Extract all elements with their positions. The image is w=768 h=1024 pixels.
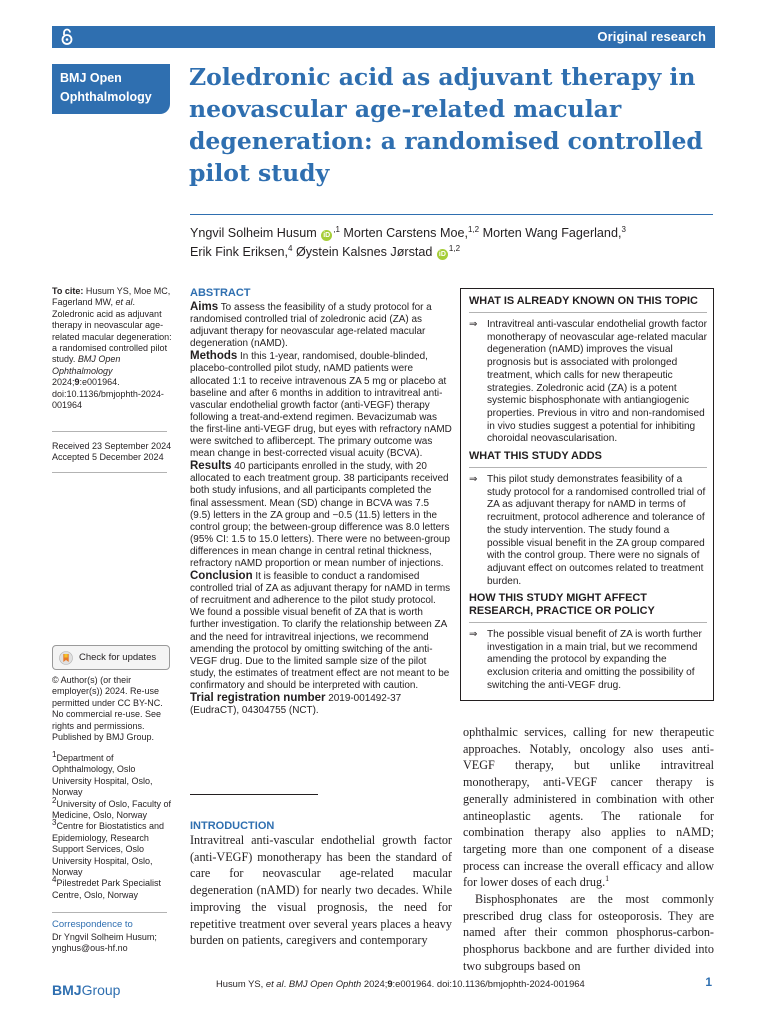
body-paragraph: Bisphosphonates are the most commonly prescribed drug class for osteoporosis. They are named after their common phosphorus-carbon-phosphorus backbone and are further divided into two subgroups based on [463,892,714,973]
footer-citation: Husum YS, et al. BMJ Open Ophth 2024;9:e001964. doi:10.1136/bmjophth-2024-001964 [216,978,585,989]
introduction-heading: INTRODUCTION [190,820,275,832]
cite-doi[interactable]: :e001964. doi:10.1136/bmjophth-2024-001964 [52,377,164,411]
orcid-icon[interactable]: iD [323,232,331,239]
affiliation-item: $^2$University of Oslo, Faculty of Medicine, Oslo, Norway [52,795,171,821]
key-message-heading: WHAT IS ALREADY KNOWN ON THIS TOPIC [469,295,707,313]
methods-text: In this 1-year, randomised, double-blinded, placebo-controlled pilot study, nAMD patients were allocated 1:1 to receive intravenous ZA 5 mg or placebo at baseline and after 6 months in addition to intravitreal anti-vascular endothelial growth factor (anti-VEGF) therapy following a treat-and-extend regimen. Bevacizumab was the first-line anti-VEGF drug, but eyes with refractory nAMD were switched to aflibercept. The primary outcome was mean change in best-corrected visual acuity (BCVA). [190,351,452,460]
orcid-icon[interactable]: iD [438,251,446,258]
check-for-updates-button[interactable] [52,645,170,670]
bmj-group-logo[interactable]: BMJGroup [52,982,121,998]
correspondence-block [52,932,174,955]
bookmark-ribbon-icon [59,651,73,665]
author-name[interactable]: Yngvil Solheim Husum [190,226,317,240]
abstract-body [190,301,452,717]
cite-label: To cite: [52,286,84,296]
cite-volume: 9 [74,377,80,388]
journal-logo[interactable] [52,64,170,114]
dates-block [52,441,174,464]
cite-journal: BMJ Open Ophthalmology [52,354,121,376]
citation-block [52,286,174,411]
cite-text: . Zoledronic acid as adjuvant therapy in neovascular age-related macular degeneration: a randomised controlled pilot study. [52,297,172,365]
author-affiliation-sup: 1,2 [448,243,461,253]
author-list: Yngvil Solheim Husum $iD^{,1}$ Morten Carstens Moe,$^{1,2}$ Morten Wang Fagerland,$^3$ Erik Fink Eriksen,$^4$ Øystein Kalsnes Jørstad iD$^{1,2}$ [190,224,626,259]
sidebar-divider [52,472,167,473]
arrow-right-icon: ⇒ [469,319,478,330]
body-text-column-1: Intravitreal anti-vascular endothelial growth factor (anti-VEGF) monotherapy has been the standard of care for neovascular age-related macular degeneration (nAMD) for nearly two decades. While improving the visual prognosis, the need for repetitive treatment over several years places a heavy burden on patients, caregivers and contemporary [190,833,452,948]
abstract-divider [190,794,318,795]
copyright-notice: © Author(s) (or their employer(s)) 2024. Re-use permitted under CC BY-NC. No commercial re-use. See rights and permissions. Published by BMJ Group. [52,675,163,743]
key-message-heading: WHAT THIS STUDY ADDS [469,450,707,468]
key-message-section [469,450,707,588]
affiliation-item: $^1$Department of Ophthalmology, Oslo University Hospital, Oslo, Norway [52,750,153,798]
key-messages-box [460,288,714,701]
check-for-updates-label: Check for updates [79,652,157,663]
trial-registration-text: 2019-001492-37 (EudraCT), 04304755 (NCT). [190,693,402,717]
open-access-icon [56,26,78,48]
journal-name-line2: Ophthalmology [60,90,152,104]
cite-text: Husum YS, Moe MC, Fagerland MW, [52,286,171,308]
author-affiliation-sup: 4 [287,243,293,253]
trial-registration-heading: Trial registration number [190,692,326,704]
body-paragraph: ophthalmic services, calling for new therapeutic approaches. Notably, oncology also uses anti-VEGF therapy, but unlike intravitreal monotherapy, anti-VEGF cancer therapy is generally administered in combination with other antineoplastic agents. The rationale for combination therapy also applies to nAMD; targeting more than one component of a disease process can increase the overall efficacy and allow for lower doses of each drug. [463,725,714,890]
methods-heading: Methods [190,350,238,363]
author-name[interactable]: Erik Fink Eriksen, [190,245,288,259]
author-name[interactable]: Morten Carstens Moe, [343,226,468,240]
key-message-text: The possible visual benefit of ZA is worth further investigation in a main trial, but we recommend amending the protocol by expanding the exclusion criteria and omitting the possibility of switching the anti-VEGF drug. [487,629,702,691]
article-title: Zoledronic acid as adjuvant therapy in neovascular age-related macular degeneration: a randomised controlled pilot study [189,63,703,187]
author-affiliation-sup: 3 [621,224,626,234]
page-number: 1 [705,975,712,989]
author-name[interactable]: Øystein Kalsnes Jørstad [295,245,433,259]
key-message-section [469,592,707,693]
cite-text: 2024; [52,377,75,388]
affiliation-item: $^3$Centre for Biostatistics and Epidemiology, Research Support Services, Oslo University Hospital, Oslo, Norway [52,818,165,878]
affiliations-block [52,750,174,901]
accepted-date: Accepted 5 December 2024 [52,452,164,463]
author-affiliation-sup: 1 [335,224,340,234]
key-message-text: This pilot study demonstrates feasibility of a study protocol for a randomised controlled trial of ZA as adjuvant therapy for nAMD in terms of recruitment, protocol adherence and tolerance of the study intervention. The study found a possible visual benefit in the ZA group compared with the control group. There were no signals of adjuvant effect on outcomes related to treatment burden. [487,474,706,587]
results-text: 40 participants enrolled in the study, with 20 allocated to each treatment group. 38 participants received both study infusions, and all participants completed the final assessment. Mean (SD) change in BCVA was 7.5 (9.5) letters in the ZA group and −0.5 (11.5) letters in the control group; the between-group difference was 8.0 letters (95% CI: 1.5 to 15.0 letters). There were no between-group differences in mean change in central retinal thickness, refractory nAMD proportion or mean number of injections. [190,461,450,569]
key-message-heading: HOW THIS STUDY MIGHT AFFECT RESEARCH, PRACTICE OR POLICY [469,592,707,623]
body-text-column-2 [463,724,714,975]
correspondence-email[interactable]: ynghus@ous-hf.no [52,943,128,954]
correspondence-label: Correspondence to [52,919,133,930]
title-divider [190,214,713,215]
received-date: Received 23 September 2024 [52,441,172,451]
key-message-section [469,295,707,446]
aims-heading: Aims [190,301,219,313]
aims-text: To assess the feasibility of a study protocol for a randomised controlled trial of zoledronic acid (ZA) as adjuvant therapy for neovascular age-related macular degeneration (nAMD). [190,302,432,350]
results-heading: Results [190,460,232,473]
author-name[interactable]: Morten Wang Fagerland, [482,226,622,240]
arrow-right-icon: ⇒ [469,474,478,485]
sidebar-divider [52,912,167,913]
citation-ref[interactable]: 1 [605,874,610,884]
cite-etal: et al [115,297,133,308]
conclusion-heading: Conclusion [190,570,253,583]
abstract-heading: ABSTRACT [190,287,251,299]
author-affiliation-sup: 1,2 [467,224,480,234]
sidebar-divider [52,431,167,432]
article-type-label: Original research [597,29,706,44]
correspondence-name: Dr Yngvil Solheim Husum; [52,932,157,942]
journal-name-line1: BMJ Open [60,71,122,85]
key-message-text: Intravitreal anti-vascular endothelial growth factor monotherapy of neovascular age-related macular degeneration (nAMD) improves the visual prognosis but is associated with prolonged treatment, which calls for new therapeutic strategies. Zoledronic acid (ZA) is a potent systemic bisphosphonate with antiangiogenic properties. Previous in vitro and non-randomised in vivo studies suggest a potential for inhibiting choroidal neovascularisation. [487,319,707,445]
arrow-right-icon: ⇒ [469,629,478,640]
affiliation-item: $^4$Pilestredet Park Specialist Centre, Oslo, Norway [52,875,161,900]
conclusion-text: It is feasible to conduct a randomised controlled trial of ZA as adjuvant therapy for nAMD in terms of recruitment and adherence to the pilot study protocol. We found a possible visual benefit of ZA that is worth further investigation. To clarify the relationship between ZA and the need for intravitreal injections, we recommend amending the protocol by omitting switching of the anti-VEGF drug. Due to the limited sample size of the pilot study, the estimates of treatment effect are not meant to be confirmatory and should be interpreted with caution. [190,571,451,691]
